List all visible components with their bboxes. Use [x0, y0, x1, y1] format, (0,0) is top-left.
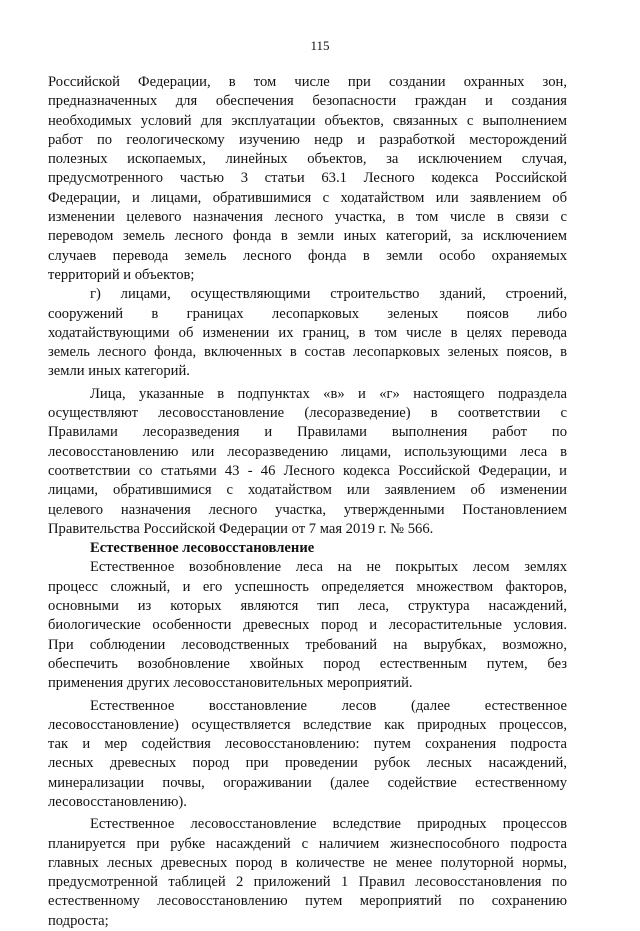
- text-line: так и мер содействия лесовосстановлению: путем сохранения подроста: [48, 736, 567, 753]
- text-line: Естественное возобновление леса на не покрытых лесом землях: [90, 559, 567, 576]
- text-line: предназначенных для обеспечения безопасности граждан и создания: [48, 93, 567, 110]
- text-line: целевого назначения лесного участка, утвержденными Постановлением: [48, 501, 567, 518]
- text-line: планируется при рубке насаждений с наличием жизнеспособного подроста: [48, 835, 567, 852]
- text-line: Правилами лесоразведения и Правилами выполнения работ по: [48, 424, 567, 441]
- text-line: обеспечить возобновление хвойных пород естественным путем, без: [48, 655, 567, 672]
- text-line: процесс сложный, и его успешность определяется множеством факторов,: [48, 578, 567, 595]
- text-line: соответствии со статьями 43 - 46 Лесного кодекса Российской Федерации, и: [48, 462, 567, 479]
- paragraph-persons: [48, 385, 567, 539]
- text-line: естественному лесовосстановлению путем мероприятий по сохранению: [48, 893, 567, 910]
- text-line: лесовосстановлению).: [48, 793, 187, 810]
- text-line: осуществляют лесовосстановление (лесоразведение) в соответствии с: [48, 405, 567, 422]
- text-line: Естественное восстановление лесов (далее естественное: [90, 697, 567, 714]
- text-line: минерализации почвы, огораживании (далее содействие естественному: [48, 774, 567, 791]
- text-line: территорий и объектов;: [48, 266, 195, 283]
- document-body: [48, 73, 567, 931]
- text-line: основными из которых являются тип леса, структура насаждений,: [48, 598, 567, 615]
- text-line: Российской Федерации, в том числе при создании охранных зон,: [48, 74, 567, 90]
- text-line: земли иных категорий.: [48, 363, 190, 380]
- text-line: случаев перевода земель лесного фонда в земли особо охраняемых: [48, 247, 567, 264]
- text-line: Лица, указанные в подпунктах «в» и «г» настоящего подраздела: [90, 385, 567, 402]
- text-line: работ по геологическому изучению недр и разработкой месторождений: [48, 131, 567, 148]
- text-line: подроста;: [48, 912, 109, 929]
- text-line: лицами, обратившимися с ходатайством или заявлением об изменении: [48, 482, 567, 499]
- text-line: предусмотренной таблицей 2 приложений 1 Правил лесовосстановления по: [48, 874, 567, 891]
- text-line: ходатайствующими об изменении их границ, в том числе в целях перевода: [48, 324, 567, 341]
- paragraph-item-g: [48, 285, 567, 381]
- text-line: сооружений в границах лесопарковых зеленых поясов либо: [48, 305, 567, 322]
- section-heading: Естественное лесовосстановление: [90, 540, 315, 557]
- text-line: изменении целевого назначения лесного участка, в том числе в связи с: [48, 209, 567, 226]
- text-line: При соблюдении лесоводственных требований на вырубках, возможно,: [48, 636, 567, 653]
- text-line: лесовосстановление) осуществляется вследствие как природных процессов,: [48, 716, 567, 733]
- text-line: применения других лесовосстановительных мероприятий.: [48, 675, 413, 692]
- text-line: земель лесного фонда, включенных в состав лесопарковых зеленых поясов, в: [48, 344, 567, 361]
- text-line: г) лицами, осуществляющими строительство зданий, строений,: [90, 286, 567, 303]
- text-line: биологические особенности древесных пород и лесорастительные условия.: [48, 617, 567, 634]
- page-number: 115: [310, 38, 330, 53]
- text-line: Федерации, и лицами, обратившимися с ходатайством или заявлением об: [48, 189, 567, 206]
- text-line: лесовосстановлению или лесоразведению лицами, использующими леса в: [48, 443, 567, 460]
- paragraph-natural-restoration: [48, 697, 567, 813]
- text-line: переводом земель лесного фонда в земли иных категорий, за исключением: [48, 228, 567, 245]
- text-line: необходимых условий для эксплуатации объектов, связанных с выполнением: [48, 112, 567, 129]
- text-line: главных лесных древесных пород в количестве не менее полуторной нормы,: [48, 854, 567, 871]
- text-line: лесных древесных пород при проведении рубок лесных насаждений,: [48, 755, 567, 772]
- text-line: Правительства Российской Федерации от 7 мая 2019 г. № 566.: [48, 520, 434, 537]
- paragraph-natural-processes: [48, 815, 567, 931]
- text-line: полезных ископаемых, линейных объектов, за исключением случая,: [48, 151, 567, 168]
- text-line: предусмотренного частью 3 статьи 63.1 Лесного кодекса Российской: [48, 170, 567, 187]
- text-line: Естественное лесовосстановление вследствие природных процессов: [90, 816, 567, 833]
- paragraph-natural-renewal: [48, 558, 567, 693]
- paragraph-continuation: [48, 73, 567, 285]
